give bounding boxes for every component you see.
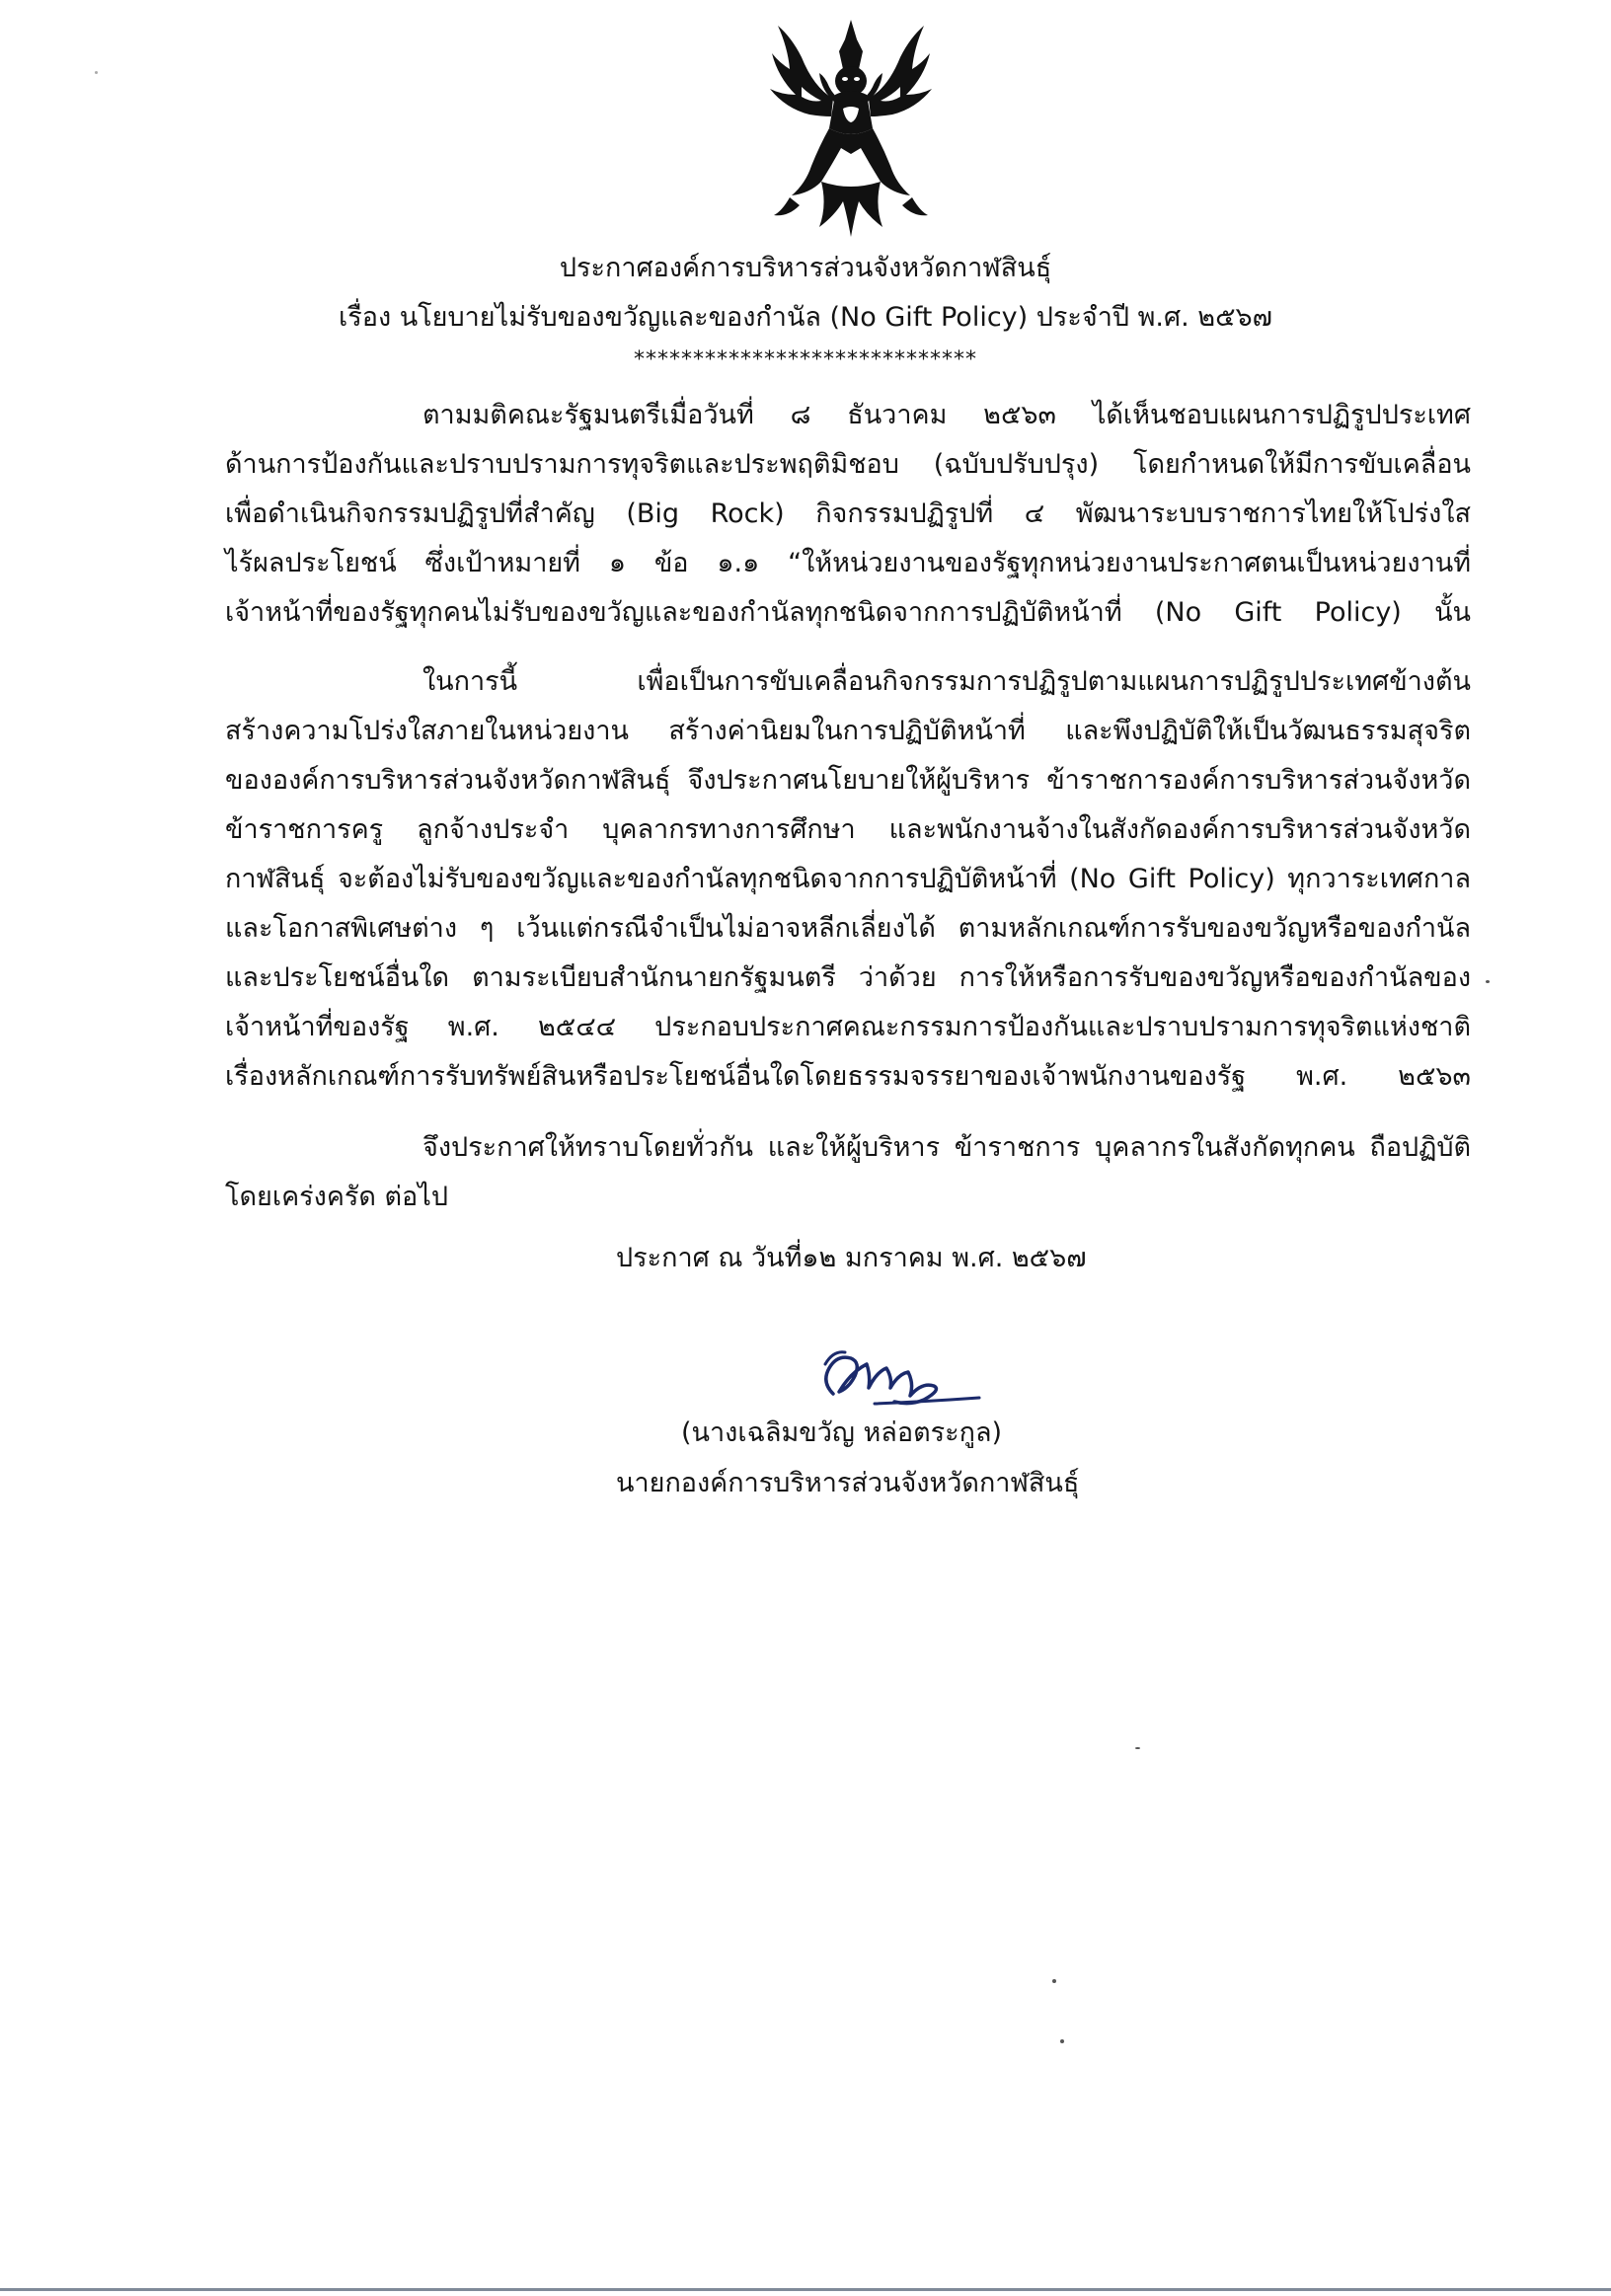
paragraph-line: เพื่อดำเนินกิจกรรมปฏิรูปที่สำคัญ (Big Rock) กิจกรรมปฏิรูปที่ ๔ พัฒนาระบบราชการไทยให้โปร่งใส [225,498,1471,529]
paragraph-line: ในการนี้ เพื่อเป็นการขับเคลื่อนกิจกรรมการปฏิรูปตามแผนการปฏิรูปประเทศข้างต้น [422,666,1471,697]
paragraph-2 [225,657,1471,1102]
scan-speck [95,71,98,74]
paragraph-1 [225,391,1471,638]
paragraph-line: ข้าราชการครู ลูกจ้างประจำ บุคลากรทางการศึกษา และพนักงานจ้างในสังกัดองค์การบริหารส่วนจังหวัด [225,814,1471,845]
scan-speck [1486,980,1490,983]
signer-name: (นางเฉลิมขวัญ หล่อตระกูล) [681,1417,1003,1448]
paragraph-line: เจ้าหน้าที่ของรัฐทุกคนไม่รับของขวัญและของกำนัลทุกชนิดจากการปฏิบัติหน้าที่ (No Gift Policy) นั้น [225,597,1471,628]
paragraph-line: ตามมติคณะรัฐมนตรีเมื่อวันที่ ๘ ธันวาคม ๒๕๖๓ ได้เห็นชอบแผนการปฏิรูปประเทศ [422,400,1471,430]
separator-line: ***************************** [634,347,977,372]
garuda-emblem-icon [762,18,940,240]
document-subject: เรื่อง นโยบายไม่รับของขวัญและของกำนัล (No Gift Policy) ประจำปี พ.ศ. ๒๕๖๗ [339,302,1272,333]
scan-speck [1135,1747,1140,1749]
handwritten-signature [815,1342,983,1412]
paragraph-line: ไร้ผลประโยชน์ ซึ่งเป้าหมายที่ ๑ ข้อ ๑.๑ “ให้หน่วยงานของรัฐทุกหน่วยงานประกาศตนเป็นหน่วยงานที่ [225,548,1471,578]
paragraph-line: โดยเคร่งครัด ต่อไป [225,1182,448,1212]
paragraph-line: เจ้าหน้าที่ของรัฐ พ.ศ. ๒๕๔๔ ประกอบประกาศคณะกรรมการป้องกันและปราบปรามการทุจริตแห่งชาติ [225,1012,1471,1042]
paragraph-line: และประโยชน์อื่นใด ตามระเบียบสำนักนายกรัฐมนตรี ว่าด้วย การให้หรือการรับของขวัญหรือของกำนัลของ [225,962,1471,993]
announcement-date: ประกาศ ณ วันที่๑๒ มกราคม พ.ศ. ๒๕๖๗ [616,1243,1087,1273]
paragraph-line: จึงประกาศให้ทราบโดยทั่วกัน และให้ผู้บริหาร ข้าราชการ บุคลากรในสังกัดทุกคน ถือปฏิบัติ [422,1132,1471,1163]
scan-edge-line [0,2288,1611,2291]
signer-title: นายกองค์การบริหารส่วนจังหวัดกาฬสินธุ์ [616,1468,1080,1498]
document-title: ประกาศองค์การบริหารส่วนจังหวัดกาฬสินธุ์ [559,253,1052,283]
paragraph-line: ด้านการป้องกันและปราบปรามการทุจริตและประพฤติมิชอบ (ฉบับปรับปรุง) โดยกำหนดให้มีการขับเคลื่อน [225,449,1471,480]
paragraph-line: เรื่องหลักเกณฑ์การรับทรัพย์สินหรือประโยชน์อื่นใดโดยธรรมจรรยาของเจ้าพนักงานของรัฐ พ.ศ. ๒๕๖๓ [225,1061,1471,1092]
scan-speck [1052,1979,1056,1983]
paragraph-line: สร้างความโปร่งใสภายในหน่วยงาน สร้างค่านิยมในการปฏิบัติหน้าที่ และพึงปฏิบัติให้เป็นวัฒนธรรมสุจริต [225,716,1471,746]
paragraph-line: กาฬสินธุ์ จะต้องไม่รับของขวัญและของกำนัลทุกชนิดจากการปฏิบัติหน้าที่ (No Gift Policy) ทุกวาระเทศกาล [225,864,1471,894]
paragraph-line: ขององค์การบริหารส่วนจังหวัดกาฬสินธุ์ จึงประกาศนโยบายให้ผู้บริหาร ข้าราชการองค์การบริหารส่วนจังหวัด [225,765,1471,796]
paragraph-line: และโอกาสพิเศษต่าง ๆ เว้นแต่กรณีจำเป็นไม่อาจหลีกเลี่ยงได้ ตามหลักเกณฑ์การรับของขวัญหรือของกำนัล [225,913,1471,944]
scan-speck [1060,2039,1064,2043]
paragraph-3 [225,1123,1471,1222]
